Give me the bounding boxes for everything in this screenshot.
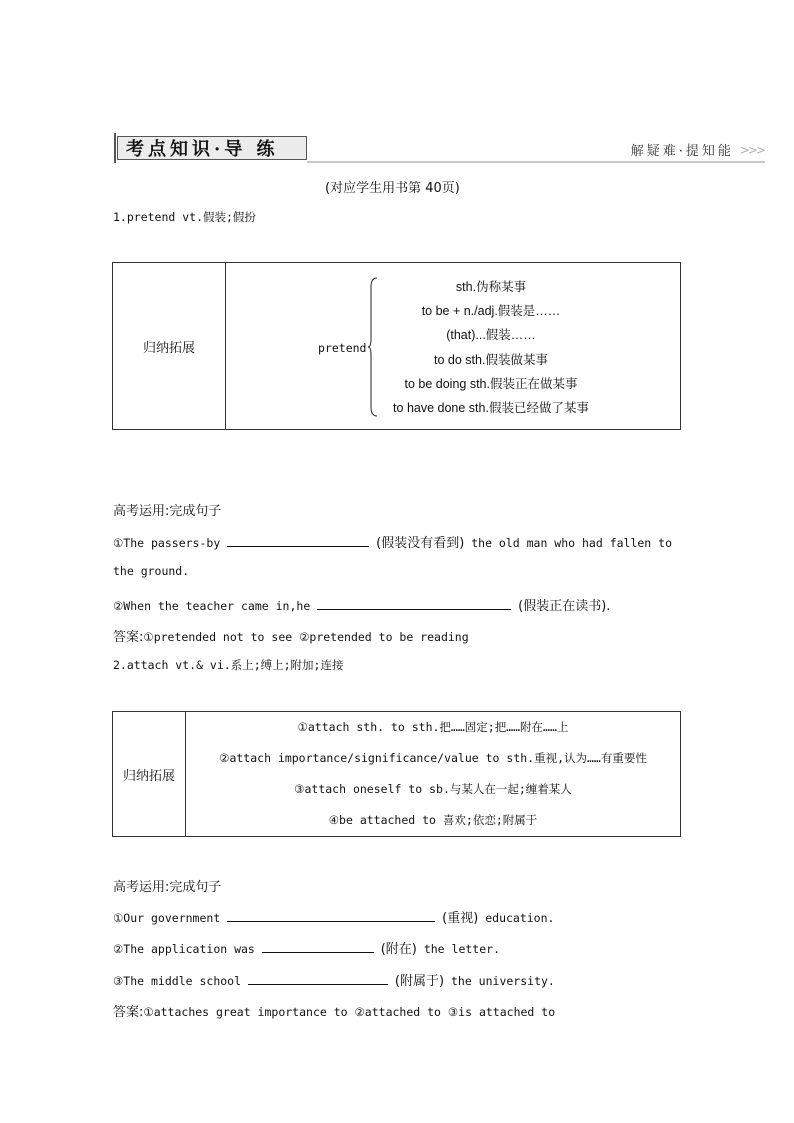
answer-blank[interactable]: [317, 597, 511, 610]
question-2: ②When the teacher came in,he (假装正在读书).: [113, 599, 611, 614]
list-item: sth.伪称某事: [455, 280, 527, 294]
expansion-cell: [186, 712, 681, 837]
table-label: 归纳拓展: [113, 263, 226, 430]
chevron-right-icon: >>>: [739, 142, 764, 157]
answer-blank[interactable]: [262, 940, 374, 953]
section-banner: [117, 136, 307, 160]
list-item: ④be attached to 喜欢;依恋;附属于: [328, 813, 538, 827]
answer-line: 答案:①attaches great importance to ②attached to ③is attached to: [113, 1005, 556, 1020]
section-title: 考点知识·导 练: [126, 139, 279, 160]
answer-blank[interactable]: [227, 534, 369, 547]
right-title: 解疑难·提知能: [630, 144, 734, 159]
exercise-title: 高考运用:完成句子: [113, 504, 222, 519]
question-1: ①The passers-by (假装没有看到) the old man who had fallen to: [113, 536, 673, 551]
item2-heading: 2.attach vt.& vi.系上;缚上;附加;连接: [113, 658, 344, 672]
list-item: to have done sth.假装已经做了某事: [393, 401, 589, 416]
expansion-cell: [226, 263, 681, 430]
answer-blank[interactable]: [248, 972, 388, 985]
expansion-list: [376, 275, 606, 420]
question-1-continued: the ground.: [113, 564, 190, 578]
attach-expansion-table: [112, 711, 681, 837]
list-item: to do sth.假装做某事: [434, 352, 548, 367]
exercise-title: 高考运用:完成句子: [113, 880, 222, 895]
question-3: ③The middle school (附属于) the university.: [113, 974, 555, 989]
answer-blank[interactable]: [227, 909, 435, 922]
table-label: 归纳拓展: [113, 712, 186, 837]
list-item: ③attach oneself to sb.与某人在一起;缠着某人: [294, 782, 572, 796]
pretend-expansion-table: [112, 262, 681, 430]
list-item: to be doing sth.假装正在做某事: [404, 376, 578, 391]
item1-heading: 1.pretend vt.假装;假扮: [113, 210, 256, 224]
list-item: to be + n./adj.假装是……: [421, 304, 561, 319]
list-item: ①attach sth. to sth.把……固定;把……附在……上: [297, 720, 569, 734]
list-item: (that)...假装……: [446, 328, 536, 343]
banner-divider: [307, 161, 765, 163]
page-reference: (对应学生用书第 40页): [325, 181, 460, 196]
answer-line: 答案:①pretended not to see ②pretended to be reading: [113, 630, 469, 645]
list-item: ②attach importance/significance/value to sth.重视,认为……有重要性: [219, 751, 647, 765]
keyword: pretend: [318, 341, 367, 355]
question-2: ②The application was (附在) the letter.: [113, 942, 500, 957]
question-1: ①Our government (重视) education.: [113, 911, 555, 926]
section-subtitle: [631, 140, 764, 159]
